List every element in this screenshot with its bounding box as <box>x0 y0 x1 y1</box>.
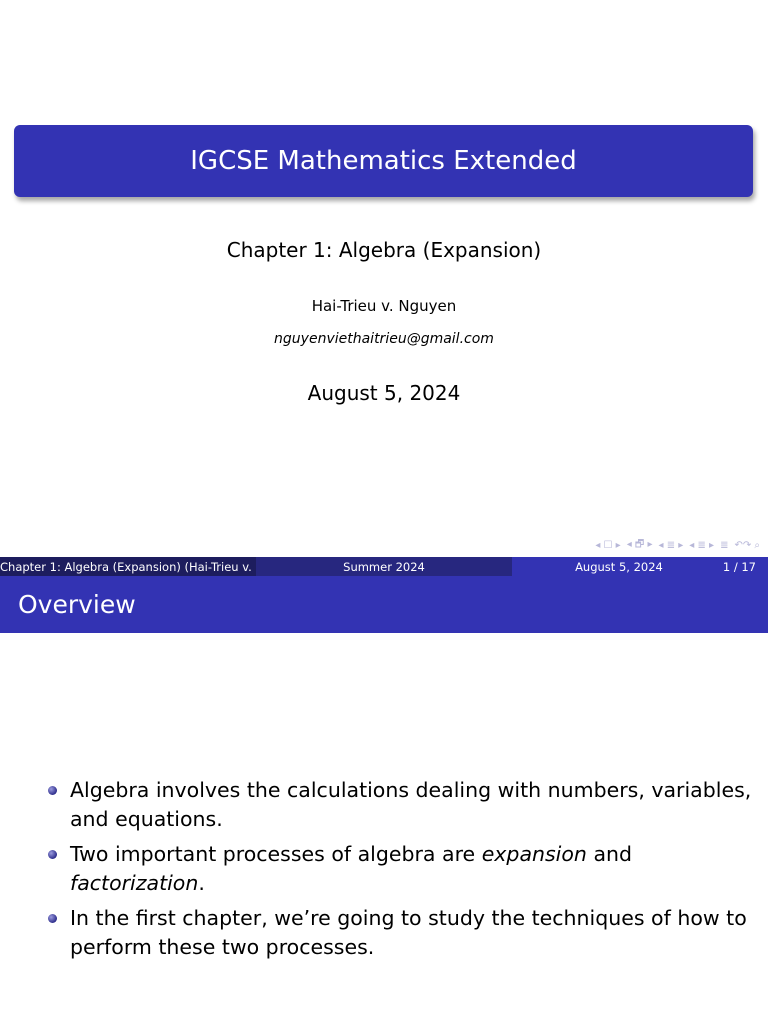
frame-title-bar <box>0 576 768 633</box>
toc-nav-icon[interactable]: ≣ <box>720 539 729 551</box>
subsection-nav-icon[interactable]: ◂ 🗗 ▸ <box>626 538 653 550</box>
footer-left <box>0 557 256 576</box>
subsubsection-nav-icon[interactable]: ◂ ≣ ▸ <box>689 539 715 551</box>
bullet-icon <box>48 786 57 795</box>
section-nav-icon[interactable]: ◂ ≣ ▸ <box>658 539 684 551</box>
search-nav-icon[interactable]: ↶↷ ⌕ <box>734 539 760 551</box>
bullet-text: In the first chapter, we’re going to study the techniques of how to perform these two processes. <box>70 906 747 959</box>
slide-footer <box>0 557 768 576</box>
footer-institute: Summer 2024 <box>343 559 425 574</box>
author-email: nguyenviethaitrieu@gmail.com <box>274 331 494 347</box>
footer-date: August 5, 2024 <box>575 559 663 574</box>
footer-right <box>512 557 768 576</box>
presentation-subtitle: Chapter 1: Algebra (Expansion) <box>226 238 542 262</box>
bullet-text-pre: Two important processes of algebra are <box>70 842 482 866</box>
bullet-text-post: . <box>198 871 205 895</box>
bullet-list <box>46 776 756 968</box>
presentation-title-box <box>14 125 753 197</box>
emphasis-factorization: factorization <box>70 871 199 895</box>
footer-short-title: Chapter 1: Algebra (Expansion) (Hai-Trieu v. <box>0 559 252 574</box>
beamer-navigation-bar <box>595 537 760 553</box>
bullet-item <box>46 840 756 898</box>
footer-page-number: 1 / 17 <box>722 559 756 574</box>
frame-title: Overview <box>18 590 136 619</box>
bullet-text-mid: and <box>586 842 633 866</box>
emphasis-expansion: expansion <box>481 842 587 866</box>
presentation-title: IGCSE Mathematics Extended <box>190 146 577 176</box>
author-name: Hai-Trieu v. Nguyen <box>311 297 457 315</box>
frame-nav-icon[interactable]: ◂ ☐ ▸ <box>595 539 621 551</box>
bullet-icon <box>48 914 57 923</box>
footer-center <box>256 557 512 576</box>
presentation-date: August 5, 2024 <box>307 381 461 405</box>
bullet-text: Algebra involves the calculations dealing with numbers, variables, and equations. <box>70 778 752 831</box>
bullet-icon <box>48 850 57 859</box>
bullet-item <box>46 904 756 962</box>
bullet-item <box>46 776 756 834</box>
overview-slide <box>0 576 768 1024</box>
